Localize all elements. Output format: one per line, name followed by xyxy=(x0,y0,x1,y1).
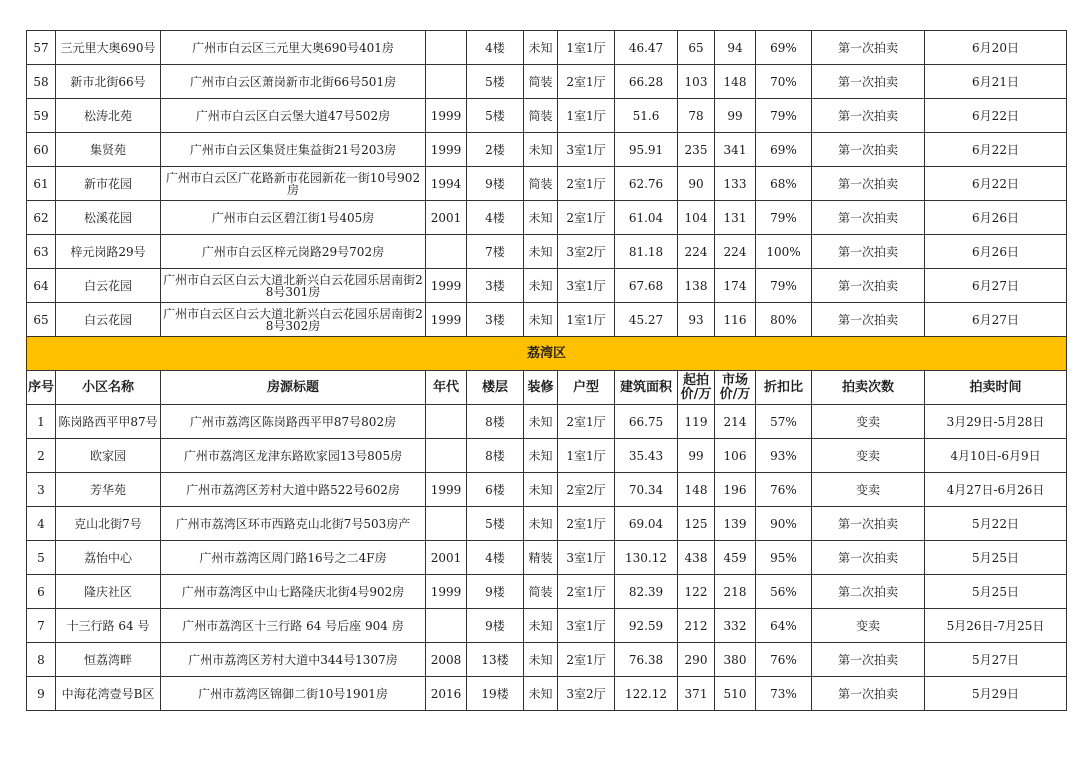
cell-decor: 精装 xyxy=(524,541,558,575)
cell-title: 广州市荔湾区芳村大道中344号1307房 xyxy=(161,643,426,677)
cell-discount: 80% xyxy=(756,303,812,337)
cell-discount: 90% xyxy=(756,507,812,541)
header-title: 房源标题 xyxy=(161,371,426,405)
cell-decor: 未知 xyxy=(524,31,558,65)
table-row xyxy=(27,269,1067,303)
cell-community: 欧家园 xyxy=(56,439,161,473)
cell-auction-date: 6月26日 xyxy=(925,201,1067,235)
cell-community: 荔怡中心 xyxy=(56,541,161,575)
cell-area: 92.59 xyxy=(615,609,678,643)
cell-decor: 未知 xyxy=(524,677,558,711)
cell-layout: 2室1厅 xyxy=(558,643,615,677)
cell-start-price: 148 xyxy=(678,473,715,507)
cell-market-price: 214 xyxy=(715,405,756,439)
header-row xyxy=(27,371,1067,405)
cell-floor: 4楼 xyxy=(467,541,524,575)
cell-discount: 95% xyxy=(756,541,812,575)
cell-start-price: 99 xyxy=(678,439,715,473)
cell-seq: 65 xyxy=(27,303,56,337)
cell-community: 白云花园 xyxy=(56,303,161,337)
cell-layout: 3室2厅 xyxy=(558,677,615,711)
cell-floor: 5楼 xyxy=(467,99,524,133)
cell-market-price: 341 xyxy=(715,133,756,167)
cell-auction-round: 第一次拍卖 xyxy=(812,269,925,303)
table-row xyxy=(27,473,1067,507)
cell-start-price: 235 xyxy=(678,133,715,167)
cell-floor: 4楼 xyxy=(467,31,524,65)
cell-year: 1999 xyxy=(426,269,467,303)
cell-title: 广州市白云区白云大道北新兴白云花园乐居南街28号302房 xyxy=(161,303,426,337)
cell-decor: 未知 xyxy=(524,405,558,439)
cell-area: 70.34 xyxy=(615,473,678,507)
cell-auction-date: 6月27日 xyxy=(925,303,1067,337)
cell-layout: 2室2厅 xyxy=(558,473,615,507)
cell-auction-round: 第一次拍卖 xyxy=(812,99,925,133)
cell-title: 广州市白云区梓元岗路29号702房 xyxy=(161,235,426,269)
cell-community: 白云花园 xyxy=(56,269,161,303)
cell-start-price: 93 xyxy=(678,303,715,337)
cell-year: 2016 xyxy=(426,677,467,711)
cell-layout: 2室1厅 xyxy=(558,405,615,439)
cell-discount: 79% xyxy=(756,99,812,133)
cell-title: 广州市荔湾区周门路16号之二4F房 xyxy=(161,541,426,575)
cell-auction-round: 第一次拍卖 xyxy=(812,65,925,99)
cell-auction-round: 第一次拍卖 xyxy=(812,677,925,711)
cell-decor: 简装 xyxy=(524,99,558,133)
cell-layout: 1室1厅 xyxy=(558,31,615,65)
cell-title: 广州市荔湾区锦御二街10号1901房 xyxy=(161,677,426,711)
cell-seq: 7 xyxy=(27,609,56,643)
cell-market-price: 218 xyxy=(715,575,756,609)
cell-floor: 9楼 xyxy=(467,167,524,201)
cell-market-price: 106 xyxy=(715,439,756,473)
cell-layout: 1室1厅 xyxy=(558,99,615,133)
table-row xyxy=(27,65,1067,99)
cell-discount: 69% xyxy=(756,31,812,65)
cell-seq: 64 xyxy=(27,269,56,303)
cell-seq: 60 xyxy=(27,133,56,167)
cell-auction-round: 第一次拍卖 xyxy=(812,201,925,235)
cell-layout: 2室1厅 xyxy=(558,65,615,99)
cell-title: 广州市荔湾区陈岗路西平甲87号802房 xyxy=(161,405,426,439)
cell-floor: 9楼 xyxy=(467,609,524,643)
cell-floor: 8楼 xyxy=(467,405,524,439)
cell-discount: 79% xyxy=(756,201,812,235)
cell-decor: 简装 xyxy=(524,575,558,609)
auction-table xyxy=(26,30,1067,711)
cell-decor: 未知 xyxy=(524,201,558,235)
cell-discount: 73% xyxy=(756,677,812,711)
cell-year: 1999 xyxy=(426,575,467,609)
cell-discount: 93% xyxy=(756,439,812,473)
cell-year xyxy=(426,439,467,473)
cell-market-price: 99 xyxy=(715,99,756,133)
cell-year: 1999 xyxy=(426,473,467,507)
section-title: 荔湾区 xyxy=(27,337,1067,371)
cell-community: 克山北街7号 xyxy=(56,507,161,541)
cell-auction-round: 第一次拍卖 xyxy=(812,31,925,65)
cell-layout: 3室1厅 xyxy=(558,541,615,575)
table-row xyxy=(27,507,1067,541)
cell-auction-date: 4月10日-6月9日 xyxy=(925,439,1067,473)
cell-floor: 13楼 xyxy=(467,643,524,677)
cell-area: 69.04 xyxy=(615,507,678,541)
cell-auction-date: 5月26日-7月25日 xyxy=(925,609,1067,643)
cell-seq: 61 xyxy=(27,167,56,201)
cell-start-price: 224 xyxy=(678,235,715,269)
cell-year: 1999 xyxy=(426,133,467,167)
cell-floor: 5楼 xyxy=(467,507,524,541)
cell-year xyxy=(426,405,467,439)
cell-discount: 70% xyxy=(756,65,812,99)
cell-start-price: 371 xyxy=(678,677,715,711)
cell-community: 恒荔湾畔 xyxy=(56,643,161,677)
cell-community: 芳华苑 xyxy=(56,473,161,507)
table-row xyxy=(27,303,1067,337)
cell-area: 66.75 xyxy=(615,405,678,439)
cell-year xyxy=(426,235,467,269)
cell-start-price: 212 xyxy=(678,609,715,643)
header-market-price: 市场价/万 xyxy=(715,371,756,405)
cell-market-price: 224 xyxy=(715,235,756,269)
header-discount: 折扣比 xyxy=(756,371,812,405)
cell-layout: 2室1厅 xyxy=(558,575,615,609)
cell-decor: 未知 xyxy=(524,439,558,473)
cell-auction-round: 第一次拍卖 xyxy=(812,507,925,541)
cell-market-price: 174 xyxy=(715,269,756,303)
cell-decor: 未知 xyxy=(524,643,558,677)
cell-auction-date: 6月22日 xyxy=(925,99,1067,133)
table-row xyxy=(27,575,1067,609)
header-auction-date: 拍卖时间 xyxy=(925,371,1067,405)
cell-market-price: 139 xyxy=(715,507,756,541)
cell-floor: 6楼 xyxy=(467,473,524,507)
cell-community: 集贤苑 xyxy=(56,133,161,167)
cell-market-price: 148 xyxy=(715,65,756,99)
cell-area: 130.12 xyxy=(615,541,678,575)
cell-decor: 未知 xyxy=(524,303,558,337)
cell-layout: 2室1厅 xyxy=(558,507,615,541)
table-row xyxy=(27,99,1067,133)
cell-market-price: 131 xyxy=(715,201,756,235)
cell-auction-date: 4月27日-6月26日 xyxy=(925,473,1067,507)
header-decor: 装修 xyxy=(524,371,558,405)
table-row xyxy=(27,133,1067,167)
cell-area: 67.68 xyxy=(615,269,678,303)
cell-area: 82.39 xyxy=(615,575,678,609)
cell-seq: 2 xyxy=(27,439,56,473)
cell-auction-round: 第一次拍卖 xyxy=(812,235,925,269)
cell-layout: 1室1厅 xyxy=(558,439,615,473)
cell-auction-round: 变卖 xyxy=(812,609,925,643)
cell-discount: 57% xyxy=(756,405,812,439)
cell-auction-round: 第一次拍卖 xyxy=(812,541,925,575)
header-auction-round: 拍卖次数 xyxy=(812,371,925,405)
cell-auction-date: 6月27日 xyxy=(925,269,1067,303)
cell-layout: 2室1厅 xyxy=(558,167,615,201)
cell-year: 1994 xyxy=(426,167,467,201)
cell-area: 51.6 xyxy=(615,99,678,133)
cell-community: 松涛北苑 xyxy=(56,99,161,133)
cell-floor: 2楼 xyxy=(467,133,524,167)
cell-discount: 64% xyxy=(756,609,812,643)
cell-decor: 未知 xyxy=(524,269,558,303)
cell-seq: 1 xyxy=(27,405,56,439)
cell-area: 76.38 xyxy=(615,643,678,677)
cell-auction-date: 5月25日 xyxy=(925,541,1067,575)
table-row xyxy=(27,541,1067,575)
cell-discount: 76% xyxy=(756,473,812,507)
cell-market-price: 459 xyxy=(715,541,756,575)
cell-auction-round: 第一次拍卖 xyxy=(812,643,925,677)
cell-start-price: 438 xyxy=(678,541,715,575)
cell-seq: 3 xyxy=(27,473,56,507)
cell-floor: 5楼 xyxy=(467,65,524,99)
header-layout: 户型 xyxy=(558,371,615,405)
header-year: 年代 xyxy=(426,371,467,405)
table-row xyxy=(27,609,1067,643)
cell-start-price: 90 xyxy=(678,167,715,201)
cell-floor: 3楼 xyxy=(467,303,524,337)
cell-seq: 58 xyxy=(27,65,56,99)
table-row xyxy=(27,201,1067,235)
cell-floor: 9楼 xyxy=(467,575,524,609)
cell-auction-date: 3月29日-5月28日 xyxy=(925,405,1067,439)
cell-community: 梓元岗路29号 xyxy=(56,235,161,269)
cell-decor: 未知 xyxy=(524,609,558,643)
cell-seq: 6 xyxy=(27,575,56,609)
cell-auction-round: 第一次拍卖 xyxy=(812,303,925,337)
section-row xyxy=(27,337,1067,371)
cell-title: 广州市白云区白云堡大道47号502房 xyxy=(161,99,426,133)
table-row xyxy=(27,405,1067,439)
cell-community: 松溪花园 xyxy=(56,201,161,235)
cell-title: 广州市白云区三元里大奥690号401房 xyxy=(161,31,426,65)
cell-seq: 5 xyxy=(27,541,56,575)
cell-start-price: 104 xyxy=(678,201,715,235)
cell-community: 三元里大奥690号 xyxy=(56,31,161,65)
cell-year xyxy=(426,65,467,99)
cell-auction-round: 变卖 xyxy=(812,473,925,507)
cell-market-price: 380 xyxy=(715,643,756,677)
cell-title: 广州市荔湾区中山七路隆庆北街4号902房 xyxy=(161,575,426,609)
cell-area: 62.76 xyxy=(615,167,678,201)
cell-community: 十三行路 64 号 xyxy=(56,609,161,643)
cell-auction-round: 变卖 xyxy=(812,405,925,439)
cell-floor: 19楼 xyxy=(467,677,524,711)
cell-auction-round: 变卖 xyxy=(812,439,925,473)
cell-floor: 7楼 xyxy=(467,235,524,269)
cell-floor: 4楼 xyxy=(467,201,524,235)
cell-year: 2008 xyxy=(426,643,467,677)
cell-area: 66.28 xyxy=(615,65,678,99)
cell-auction-round: 第一次拍卖 xyxy=(812,133,925,167)
cell-seq: 57 xyxy=(27,31,56,65)
cell-title: 广州市白云区集贤庄集益街21号203房 xyxy=(161,133,426,167)
cell-auction-date: 5月25日 xyxy=(925,575,1067,609)
cell-floor: 3楼 xyxy=(467,269,524,303)
cell-discount: 76% xyxy=(756,643,812,677)
cell-seq: 8 xyxy=(27,643,56,677)
header-community: 小区名称 xyxy=(56,371,161,405)
cell-auction-date: 5月29日 xyxy=(925,677,1067,711)
cell-market-price: 332 xyxy=(715,609,756,643)
cell-seq: 63 xyxy=(27,235,56,269)
cell-title: 广州市荔湾区十三行路 64 号后座 904 房 xyxy=(161,609,426,643)
cell-community: 陈岗路西平甲87号 xyxy=(56,405,161,439)
cell-area: 46.47 xyxy=(615,31,678,65)
cell-area: 61.04 xyxy=(615,201,678,235)
header-start-price: 起拍价/万 xyxy=(678,371,715,405)
cell-area: 45.27 xyxy=(615,303,678,337)
cell-area: 95.91 xyxy=(615,133,678,167)
cell-seq: 4 xyxy=(27,507,56,541)
cell-market-price: 510 xyxy=(715,677,756,711)
cell-decor: 未知 xyxy=(524,473,558,507)
cell-year: 1999 xyxy=(426,99,467,133)
cell-seq: 9 xyxy=(27,677,56,711)
header-seq: 序号 xyxy=(27,371,56,405)
cell-community: 隆庆社区 xyxy=(56,575,161,609)
cell-auction-round: 第一次拍卖 xyxy=(812,167,925,201)
table-row xyxy=(27,643,1067,677)
cell-market-price: 133 xyxy=(715,167,756,201)
cell-title: 广州市白云区白云大道北新兴白云花园乐居南街28号301房 xyxy=(161,269,426,303)
cell-area: 35.43 xyxy=(615,439,678,473)
cell-auction-date: 6月22日 xyxy=(925,167,1067,201)
cell-auction-date: 6月21日 xyxy=(925,65,1067,99)
cell-layout: 3室1厅 xyxy=(558,133,615,167)
cell-seq: 59 xyxy=(27,99,56,133)
cell-auction-date: 5月22日 xyxy=(925,507,1067,541)
cell-discount: 56% xyxy=(756,575,812,609)
cell-discount: 79% xyxy=(756,269,812,303)
cell-auction-date: 6月20日 xyxy=(925,31,1067,65)
cell-start-price: 78 xyxy=(678,99,715,133)
cell-year: 1999 xyxy=(426,303,467,337)
cell-layout: 1室1厅 xyxy=(558,303,615,337)
cell-decor: 未知 xyxy=(524,133,558,167)
cell-auction-date: 6月22日 xyxy=(925,133,1067,167)
cell-title: 广州市白云区广花路新市花园新花一街10号902房 xyxy=(161,167,426,201)
cell-layout: 2室1厅 xyxy=(558,201,615,235)
cell-start-price: 125 xyxy=(678,507,715,541)
cell-title: 广州市荔湾区龙津东路欧家园13号805房 xyxy=(161,439,426,473)
cell-year: 2001 xyxy=(426,541,467,575)
cell-decor: 简装 xyxy=(524,65,558,99)
cell-area: 81.18 xyxy=(615,235,678,269)
cell-year: 2001 xyxy=(426,201,467,235)
cell-seq: 62 xyxy=(27,201,56,235)
cell-layout: 3室2厅 xyxy=(558,235,615,269)
cell-decor: 未知 xyxy=(524,235,558,269)
cell-start-price: 65 xyxy=(678,31,715,65)
table-row xyxy=(27,167,1067,201)
cell-start-price: 138 xyxy=(678,269,715,303)
cell-discount: 100% xyxy=(756,235,812,269)
table-row xyxy=(27,677,1067,711)
cell-decor: 简装 xyxy=(524,167,558,201)
cell-layout: 3室1厅 xyxy=(558,269,615,303)
cell-start-price: 122 xyxy=(678,575,715,609)
cell-auction-round: 第二次拍卖 xyxy=(812,575,925,609)
cell-community: 新市花园 xyxy=(56,167,161,201)
cell-market-price: 196 xyxy=(715,473,756,507)
cell-title: 广州市白云区碧江街1号405房 xyxy=(161,201,426,235)
cell-title: 广州市荔湾区环市西路克山北街7号503房产 xyxy=(161,507,426,541)
cell-discount: 68% xyxy=(756,167,812,201)
cell-market-price: 116 xyxy=(715,303,756,337)
cell-title: 广州市白云区萧岗新市北街66号501房 xyxy=(161,65,426,99)
table-row xyxy=(27,439,1067,473)
cell-start-price: 290 xyxy=(678,643,715,677)
cell-year xyxy=(426,609,467,643)
cell-title: 广州市荔湾区芳村大道中路522号602房 xyxy=(161,473,426,507)
cell-decor: 未知 xyxy=(524,507,558,541)
cell-auction-date: 5月27日 xyxy=(925,643,1067,677)
cell-community: 中海花湾壹号B区 xyxy=(56,677,161,711)
cell-start-price: 103 xyxy=(678,65,715,99)
cell-year xyxy=(426,507,467,541)
header-floor: 楼层 xyxy=(467,371,524,405)
cell-community: 新市北街66号 xyxy=(56,65,161,99)
table-row xyxy=(27,31,1067,65)
table-row xyxy=(27,235,1067,269)
cell-floor: 8楼 xyxy=(467,439,524,473)
cell-market-price: 94 xyxy=(715,31,756,65)
cell-discount: 69% xyxy=(756,133,812,167)
header-area: 建筑面积 xyxy=(615,371,678,405)
cell-auction-date: 6月26日 xyxy=(925,235,1067,269)
cell-layout: 3室1厅 xyxy=(558,609,615,643)
cell-start-price: 119 xyxy=(678,405,715,439)
cell-area: 122.12 xyxy=(615,677,678,711)
cell-year xyxy=(426,31,467,65)
